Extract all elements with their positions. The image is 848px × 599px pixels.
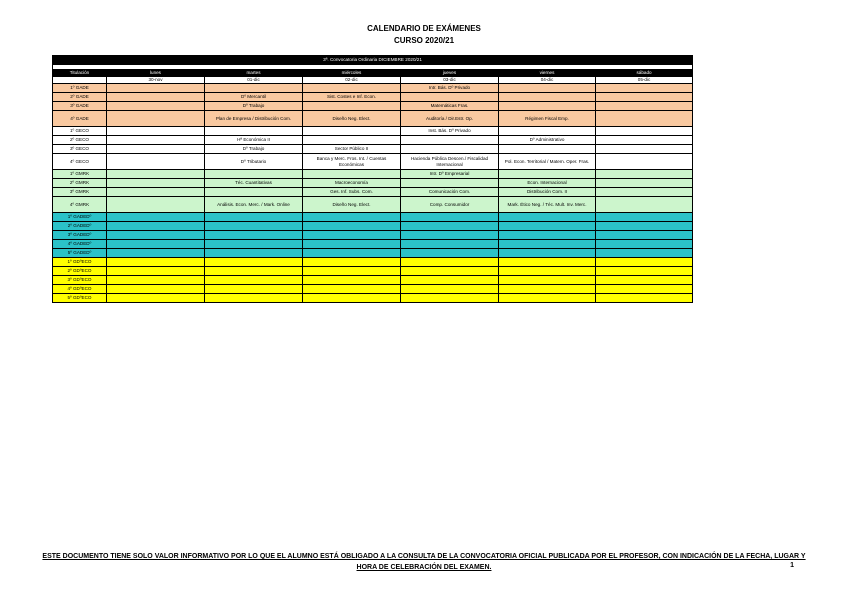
exam-cell bbox=[596, 170, 693, 179]
exam-cell bbox=[401, 249, 499, 258]
exam-cell bbox=[205, 276, 303, 285]
exam-cell bbox=[303, 258, 401, 267]
table-row bbox=[53, 127, 693, 136]
row-label: 4º GDºECO bbox=[53, 285, 107, 294]
exam-cell: Dº Trabajo bbox=[205, 145, 303, 154]
exam-calendar-table bbox=[52, 55, 693, 303]
exam-cell bbox=[107, 249, 205, 258]
table-row bbox=[53, 93, 693, 102]
exam-cell bbox=[205, 249, 303, 258]
exam-cell: Dº Mercantil bbox=[205, 93, 303, 102]
exam-cell bbox=[107, 240, 205, 249]
exam-cell: Comp. Consumidor bbox=[401, 197, 499, 213]
exam-cell bbox=[499, 93, 596, 102]
document-subtitle: CURSO 2020/21 bbox=[393, 36, 455, 45]
table-row bbox=[53, 102, 693, 111]
row-label: 2º GMRK bbox=[53, 179, 107, 188]
exam-cell bbox=[499, 84, 596, 93]
exam-cell bbox=[303, 170, 401, 179]
exam-cell: Hª Económica II bbox=[205, 136, 303, 145]
exam-cell bbox=[303, 294, 401, 303]
exam-cell bbox=[596, 285, 693, 294]
exam-cell: Diseño Neg. Elect. bbox=[303, 111, 401, 127]
exam-cell bbox=[596, 145, 693, 154]
row-label: 2º GADEDº bbox=[53, 222, 107, 231]
column-header-day: jueves bbox=[401, 70, 499, 77]
exam-cell: Dº Tributario bbox=[205, 154, 303, 170]
row-label: 2º GECO bbox=[53, 136, 107, 145]
exam-cell bbox=[205, 127, 303, 136]
exam-cell bbox=[401, 93, 499, 102]
column-header-day: viernes bbox=[499, 70, 596, 77]
exam-cell bbox=[107, 154, 205, 170]
exam-cell bbox=[401, 240, 499, 249]
exam-cell bbox=[205, 231, 303, 240]
exam-cell bbox=[499, 267, 596, 276]
exam-cell bbox=[205, 258, 303, 267]
table-row bbox=[53, 145, 693, 154]
exam-cell bbox=[401, 213, 499, 222]
page-number: 1 bbox=[790, 562, 794, 569]
row-label: 4º GECO bbox=[53, 154, 107, 170]
column-header-date: 30-nov bbox=[107, 77, 205, 84]
row-label: 2º GADE bbox=[53, 93, 107, 102]
exam-cell bbox=[596, 231, 693, 240]
exam-cell bbox=[401, 145, 499, 154]
table-row bbox=[53, 222, 693, 231]
date-header-empty bbox=[53, 77, 107, 84]
exam-cell bbox=[107, 170, 205, 179]
exam-cell bbox=[107, 197, 205, 213]
exam-cell bbox=[205, 240, 303, 249]
column-header-day: sábado bbox=[596, 70, 693, 77]
row-label: 4º GADEDº bbox=[53, 240, 107, 249]
exam-cell bbox=[303, 102, 401, 111]
exam-cell bbox=[205, 170, 303, 179]
exam-cell: Intr. Dº Empresarial bbox=[401, 170, 499, 179]
exam-cell bbox=[596, 240, 693, 249]
exam-cell bbox=[205, 285, 303, 294]
exam-cell bbox=[596, 213, 693, 222]
exam-cell bbox=[205, 213, 303, 222]
exam-cell bbox=[596, 276, 693, 285]
row-label: 5º GADEDº bbox=[53, 249, 107, 258]
convocatoria-banner-row bbox=[53, 56, 693, 65]
exam-cell: Sector Público II bbox=[303, 145, 401, 154]
exam-cell bbox=[596, 249, 693, 258]
row-label: 1º GDºECO bbox=[53, 258, 107, 267]
exam-cell bbox=[107, 188, 205, 197]
exam-cell bbox=[107, 222, 205, 231]
table-row bbox=[53, 179, 693, 188]
table-row bbox=[53, 213, 693, 222]
exam-cell bbox=[401, 222, 499, 231]
exam-cell: Téc. Cuantitativas bbox=[205, 179, 303, 188]
exam-cell bbox=[303, 267, 401, 276]
row-label: 3º GADEDº bbox=[53, 231, 107, 240]
exam-cell bbox=[499, 285, 596, 294]
exam-cell bbox=[401, 231, 499, 240]
table-row bbox=[53, 267, 693, 276]
exam-cell bbox=[401, 179, 499, 188]
weekday-header-row bbox=[53, 70, 693, 77]
table-row bbox=[53, 294, 693, 303]
column-header-day: martes bbox=[205, 70, 303, 77]
exam-cell bbox=[107, 102, 205, 111]
column-header-date: 03-dic bbox=[401, 77, 499, 84]
exam-cell bbox=[205, 84, 303, 93]
table-row bbox=[53, 84, 693, 93]
exam-cell bbox=[303, 127, 401, 136]
table-row bbox=[53, 276, 693, 285]
row-label: 3º GADE bbox=[53, 102, 107, 111]
exam-cell bbox=[499, 213, 596, 222]
exam-cell bbox=[499, 276, 596, 285]
exam-cell bbox=[596, 127, 693, 136]
exam-cell bbox=[401, 258, 499, 267]
column-header-day: miércoles bbox=[303, 70, 401, 77]
exam-cell bbox=[107, 267, 205, 276]
exam-cell bbox=[303, 222, 401, 231]
exam-cell bbox=[499, 127, 596, 136]
exam-cell: Distribución Com. II bbox=[499, 188, 596, 197]
row-label: 1º GECO bbox=[53, 127, 107, 136]
exam-cell bbox=[499, 240, 596, 249]
exam-cell: Plan de Empresa / Distribución Com. bbox=[205, 111, 303, 127]
exam-cell bbox=[107, 294, 205, 303]
exam-cell bbox=[499, 231, 596, 240]
exam-cell: Régimen Fiscal Emp. bbox=[499, 111, 596, 127]
table-row bbox=[53, 111, 693, 127]
table-row bbox=[53, 249, 693, 258]
exam-cell bbox=[107, 213, 205, 222]
exam-cell bbox=[107, 84, 205, 93]
exam-cell: Econ. Internacional bbox=[499, 179, 596, 188]
table-row bbox=[53, 285, 693, 294]
exam-cell bbox=[107, 276, 205, 285]
column-header-date: 01-dic bbox=[205, 77, 303, 84]
exam-cell bbox=[303, 276, 401, 285]
exam-cell bbox=[205, 294, 303, 303]
exam-cell bbox=[499, 102, 596, 111]
exam-cell: Dº Administrativo bbox=[499, 136, 596, 145]
exam-cell bbox=[303, 240, 401, 249]
exam-cell bbox=[107, 145, 205, 154]
exam-cell bbox=[401, 285, 499, 294]
table-row bbox=[53, 188, 693, 197]
exam-cell bbox=[205, 188, 303, 197]
row-label: 3º GDºECO bbox=[53, 276, 107, 285]
exam-cell bbox=[596, 267, 693, 276]
row-label: 4º GADE bbox=[53, 111, 107, 127]
exam-cell bbox=[205, 222, 303, 231]
exam-cell bbox=[596, 84, 693, 93]
exam-cell bbox=[303, 249, 401, 258]
exam-cell bbox=[303, 136, 401, 145]
exam-cell bbox=[107, 111, 205, 127]
row-label: 4º GMRK bbox=[53, 197, 107, 213]
exam-cell bbox=[401, 136, 499, 145]
exam-cell bbox=[596, 258, 693, 267]
exam-cell bbox=[107, 136, 205, 145]
column-header-date: 05-dic bbox=[596, 77, 693, 84]
table-row bbox=[53, 231, 693, 240]
exam-cell bbox=[499, 294, 596, 303]
row-label: 3º GMRK bbox=[53, 188, 107, 197]
row-label: 1º GMRK bbox=[53, 170, 107, 179]
exam-cell bbox=[401, 276, 499, 285]
document-title: CALENDARIO DE EXÁMENES bbox=[367, 24, 481, 33]
convocatoria-banner: 3ª. Convocatoria Ordinaria DICIEMBRE 2020/21 bbox=[53, 56, 693, 65]
exam-cell bbox=[499, 222, 596, 231]
exam-cell bbox=[596, 222, 693, 231]
table-row bbox=[53, 258, 693, 267]
column-header-day: lunes bbox=[107, 70, 205, 77]
exam-cell: Sist. Costes e Inf. Econ. bbox=[303, 93, 401, 102]
exam-cell bbox=[596, 93, 693, 102]
row-label: 3º GECO bbox=[53, 145, 107, 154]
table-row bbox=[53, 197, 693, 213]
disclaimer-notice: ESTE DOCUMENTO TIENE SOLO VALOR INFORMATIVO POR LO QUE EL ALUMNO ESTÁ OBLIGADO A LA CONSULTA DE LA CONVOCATORIA OFICIAL PUBLICADA POR EL PROFESOR, CON INDICACIÓN DE LA FECHA, LUGAR Y HORA DE CELEBRACIÓN DEL EXAMEN. bbox=[42, 553, 806, 571]
exam-cell bbox=[303, 231, 401, 240]
exam-cell: Ges. Inf. Subs. Com. bbox=[303, 188, 401, 197]
date-header-row bbox=[53, 77, 693, 84]
exam-cell bbox=[596, 294, 693, 303]
exam-cell bbox=[596, 179, 693, 188]
column-header-titulacion: Titulación bbox=[53, 70, 107, 77]
exam-cell bbox=[107, 258, 205, 267]
exam-cell: Hacienda Pública Descen./ Fiscalidad Internacional bbox=[401, 154, 499, 170]
exam-cell bbox=[596, 136, 693, 145]
exam-cell: Auditoría / Dir.Estr. Op. bbox=[401, 111, 499, 127]
exam-cell bbox=[107, 179, 205, 188]
table-row bbox=[53, 240, 693, 249]
exam-cell bbox=[596, 188, 693, 197]
row-label: 5º GDºECO bbox=[53, 294, 107, 303]
exam-cell bbox=[107, 127, 205, 136]
exam-cell: Macroeconomía bbox=[303, 179, 401, 188]
exam-cell bbox=[596, 111, 693, 127]
column-header-date: 04-dic bbox=[499, 77, 596, 84]
exam-cell bbox=[401, 267, 499, 276]
table-row bbox=[53, 154, 693, 170]
exam-cell bbox=[499, 145, 596, 154]
exam-cell: Matemáticas Fras. bbox=[401, 102, 499, 111]
exam-cell bbox=[401, 294, 499, 303]
exam-cell: Diseño Neg. Elect. bbox=[303, 197, 401, 213]
table-row bbox=[53, 170, 693, 179]
exam-cell bbox=[107, 93, 205, 102]
exam-cell bbox=[596, 154, 693, 170]
exam-cell: Mark. Ético Neg. / Téc. Mult. Inv. Merc. bbox=[499, 197, 596, 213]
exam-cell: Intr. Bás. Dº Privado bbox=[401, 84, 499, 93]
exam-cell bbox=[499, 249, 596, 258]
exam-cell bbox=[107, 231, 205, 240]
row-label: 1º GADEDº bbox=[53, 213, 107, 222]
exam-cell bbox=[303, 84, 401, 93]
exam-cell bbox=[499, 170, 596, 179]
row-label: 1º GADE bbox=[53, 84, 107, 93]
exam-cell: Comunicación Com. bbox=[401, 188, 499, 197]
exam-cell bbox=[596, 102, 693, 111]
exam-cell: Inst. Bás. Dº Privado bbox=[401, 127, 499, 136]
exam-cell bbox=[499, 258, 596, 267]
exam-cell: Pol. Econ. Territorial / Matem. Oper. Fras. bbox=[499, 154, 596, 170]
exam-cell bbox=[303, 213, 401, 222]
column-header-date: 02-dic bbox=[303, 77, 401, 84]
exam-cell bbox=[205, 267, 303, 276]
exam-cell bbox=[596, 197, 693, 213]
row-label: 2º GDºECO bbox=[53, 267, 107, 276]
table-row bbox=[53, 136, 693, 145]
exam-cell: Análisis. Econ. Merc. / Mark. Online bbox=[205, 197, 303, 213]
exam-cell: Banca y Merc. Fros. Int. / Cuentas Económicas bbox=[303, 154, 401, 170]
exam-cell bbox=[303, 285, 401, 294]
exam-cell: Dº Trabajo bbox=[205, 102, 303, 111]
exam-cell bbox=[107, 285, 205, 294]
